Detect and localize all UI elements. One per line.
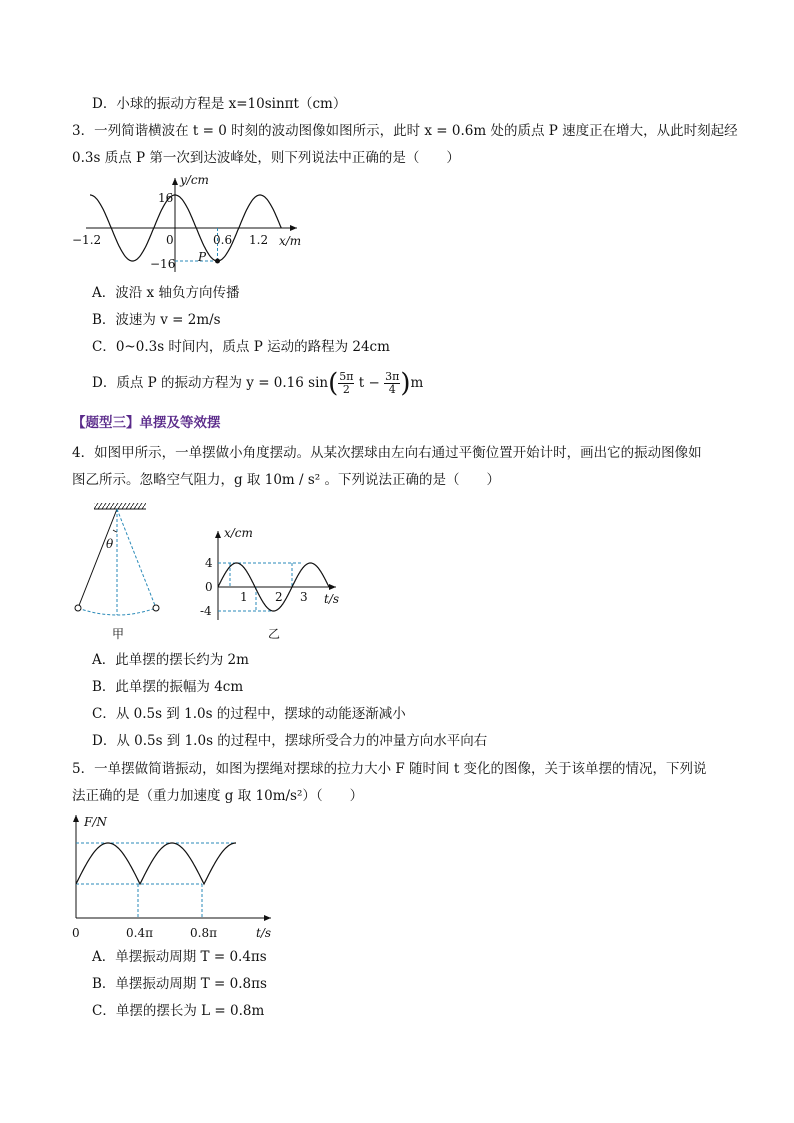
- q4-y-label: x/cm: [224, 526, 253, 540]
- q4-stem-line2: 图乙所示。忽略空气阻力，g 取 10m / s² 。下列说法正确的是（ ）: [72, 472, 500, 488]
- q5-force-graph: [66, 810, 286, 942]
- q3-frac2-den: 4: [388, 383, 396, 396]
- q4-ceiling-hatch: [94, 503, 146, 509]
- q3-x-arrow: [290, 225, 297, 231]
- q5-stem-line2: 法正确的是（重力加速度 g 取 10m/s²）（ ）: [72, 788, 364, 804]
- q3-frac1-den: 2: [342, 383, 350, 396]
- q4-right-dashed: [117, 509, 156, 608]
- q4-angle-arc: [113, 530, 117, 532]
- q5-ttick-08pi: 0.8π: [190, 926, 217, 940]
- q5-force-curve: [76, 843, 236, 884]
- q4-ttick-1: 1: [240, 590, 248, 604]
- q4-t-label: t/s: [324, 592, 340, 606]
- q3-fraction-3pi-4: [384, 371, 400, 396]
- q5-option-a: A．单摆振动周期 T = 0.4πs: [92, 949, 267, 965]
- q3-y-label: y/cm: [180, 173, 209, 187]
- q4-stem-line1: 4．如图甲所示，一单摆做小角度摆动。从某次摆球由左向右通过平衡位置开始计时，画出它的振动图像如: [72, 445, 702, 461]
- q3-ytick-bottom: −16: [150, 257, 176, 271]
- q3-stem-line2: 0.3s 质点 P 第一次到达波峰处，则下列说法中正确的是（ ）: [72, 150, 460, 166]
- q5-f-label: F/N: [84, 815, 107, 829]
- q3-point-label: P: [198, 250, 207, 264]
- q4-option-d: D．从 0.5s 到 1.0s 的过程中，摆球所受合力的冲量方向水平向右: [92, 733, 488, 749]
- q3-wave-figure: [72, 170, 312, 275]
- q4-ytick-4: 4: [205, 556, 213, 570]
- q3-ytick-top: 16: [158, 191, 174, 205]
- q3-option-d-mid: t −: [358, 375, 380, 391]
- q3-option-d-unit: m: [410, 375, 424, 391]
- q4-t-arrow: [329, 584, 336, 590]
- q5-option-b: B．单摆振动周期 T = 0.8πs: [92, 976, 267, 992]
- q3-point-p: [215, 259, 220, 264]
- q4-caption-jia: 甲: [112, 627, 125, 641]
- q4-string: [78, 509, 117, 608]
- q5-t-arrow: [264, 915, 271, 921]
- q5-f-arrow: [73, 815, 79, 822]
- q3-frac2-num: 3π: [385, 370, 400, 383]
- q4-bob-left: [75, 605, 81, 611]
- q4-bob-right: [153, 605, 159, 611]
- q3-paren-open: (: [328, 368, 339, 399]
- q5-ttick-0: 0: [72, 926, 80, 940]
- q3-option-a: A．波沿 x 轴负方向传播: [92, 285, 240, 301]
- q5-t-label: t/s: [256, 926, 272, 940]
- q4-caption-yi: 乙: [268, 627, 281, 641]
- q4-x-arrow: [215, 531, 221, 538]
- q3-option-b: B．波速为 v = 2m/s: [92, 312, 221, 328]
- q3-fraction-5pi-2: [338, 371, 354, 396]
- q2-option-d: D．小球的振动方程是 x=10sinπt（cm）: [92, 96, 347, 112]
- q4-option-a: A．此单摆的摆长约为 2m: [92, 652, 249, 668]
- q4-ytick-0: 0: [205, 580, 213, 594]
- q3-x-label: x/m: [279, 234, 302, 248]
- q5-option-c: C．单摆的摆长为 L = 0.8m: [92, 1003, 265, 1019]
- q5-ttick-04pi: 0.4π: [126, 926, 153, 940]
- q3-xtick-neg12: −1.2: [72, 233, 102, 247]
- q3-frac1-num: 5π: [339, 370, 354, 383]
- q3-option-d-prefix: D．质点 P 的振动方程为 y = 0.16 sin: [92, 375, 329, 391]
- q4-theta-label: θ: [106, 537, 114, 551]
- q3-stem-line1: 3．一列简谐横波在 t = 0 时刻的波动图像如图所示，此时 x = 0.6m 处的质点 P 速度正在增大，从此时刻起经: [72, 123, 738, 139]
- q3-y-arrow: [172, 178, 178, 185]
- q4-xt-graph: [196, 525, 346, 645]
- q3-option-d: [92, 366, 423, 400]
- q5-stem-line1: 5．一单摆做简谐振动，如图为摆绳对摆球的拉力大小 F 随时间 t 变化的图像，关于该单摆的情况，下列说: [72, 761, 707, 777]
- section-heading-pendulum: 【题型三】单摆及等效摆: [72, 415, 221, 431]
- q4-ttick-3: 3: [300, 590, 308, 604]
- q3-xtick-0: 0: [166, 233, 174, 247]
- q3-option-c: C．0~0.3s 时间内，质点 P 运动的路程为 24cm: [92, 339, 390, 355]
- q4-option-b: B．此单摆的振幅为 4cm: [92, 679, 244, 695]
- q4-pendulum-figure: [72, 500, 172, 645]
- q3-paren-close: ): [400, 368, 411, 399]
- q4-option-c: C．从 0.5s 到 1.0s 的过程中，摆球的动能逐渐减小: [92, 706, 406, 722]
- q4-ttick-2: 2: [275, 590, 283, 604]
- q3-xtick-12: 1.2: [249, 233, 269, 247]
- q3-xtick-06: 0.6: [213, 233, 233, 247]
- q4-ytick-neg4: -4: [200, 604, 212, 618]
